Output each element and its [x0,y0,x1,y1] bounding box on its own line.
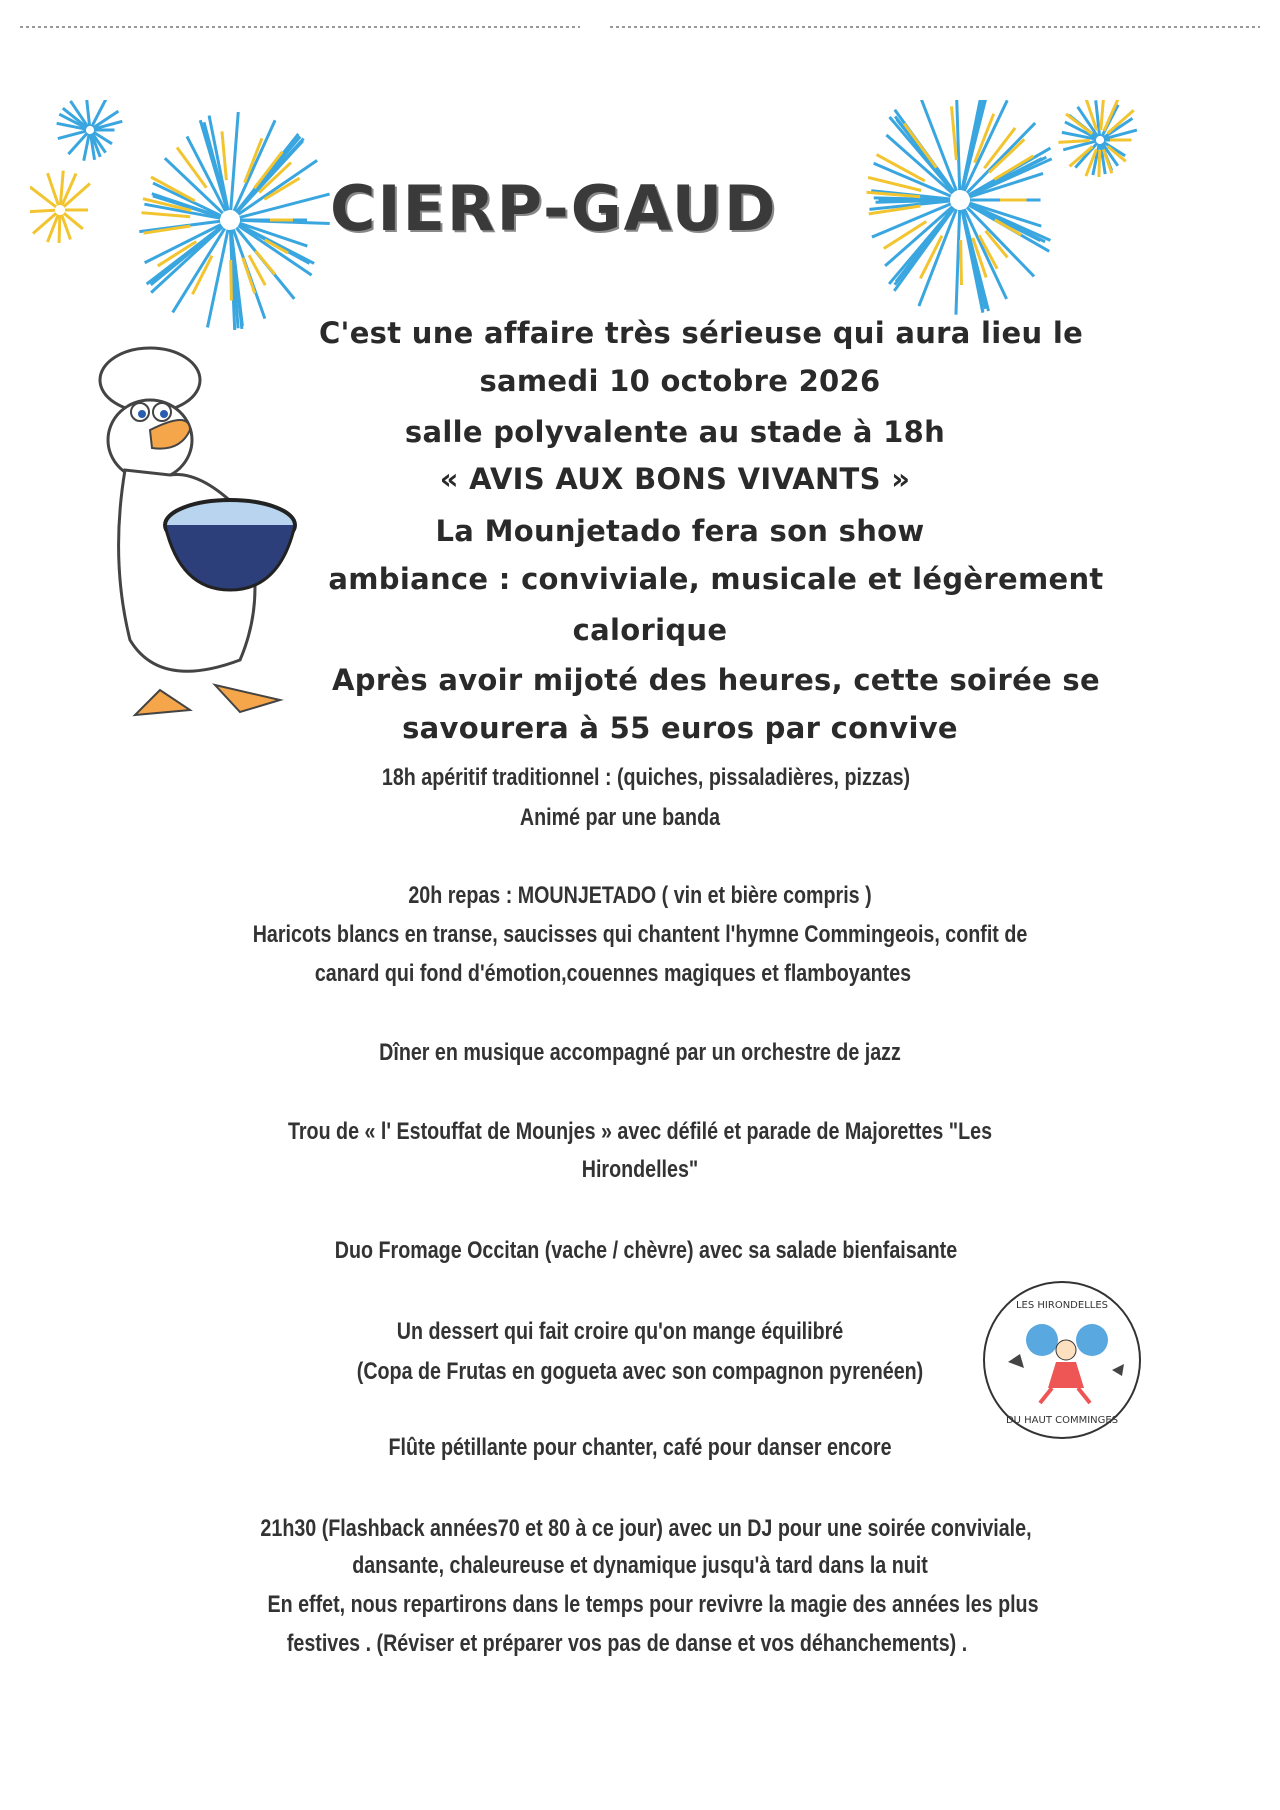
intro-line: ambiance : conviviale, musicale et légèrement [328,562,1104,596]
firework-ray [231,260,232,301]
scan-artifact [610,26,1260,28]
firework-ray [207,230,227,328]
program-line: (Copa de Frutas en gogueta avec son compagnon pyrenéen) [356,1358,924,1385]
program-line: festives . (Réviser et préparer vos pas de danse et vos déhanchements) . [286,1630,968,1657]
program-line: En effet, nous repartirons dans le temps pour revivre la magie des années les plus [267,1591,1039,1618]
firework-ray [1099,150,1100,177]
program-line: Un dessert qui fait croire qu'on mange équilibré [396,1318,844,1345]
program-line: canard qui fond d'émotion,couennes magiques et flamboyantes [314,960,912,987]
firework-ray [231,112,238,210]
intro-line: savourera à 55 euros par convive [402,711,958,745]
program-line: Hirondelles" [581,1156,699,1183]
firework-ray [173,228,225,312]
page-title: CIERP-GAUD [330,172,778,245]
firework-ray [245,138,262,182]
firework-ray [59,215,60,243]
firework-ray [956,210,960,315]
intro-line: salle polyvalente au stade à 18h [404,415,946,449]
program-line: dansante, chaleureuse et dynamique jusqu'à tard dans la nuit [352,1552,928,1579]
firework-ray [60,171,63,205]
firework-ray [1058,141,1090,143]
firework-ray [956,100,959,190]
intro-line: « AVIS AUX BONS VIVANTS » [439,462,911,496]
program-line: Dîner en musique accompagné par un orchestre de jazz [379,1039,901,1066]
program-line: Haricots blancs en transe, saucisses qui chantent l'hymne Commingeois, confit de [252,921,1028,948]
firework-ray [222,131,226,180]
firework-ray [1101,100,1104,130]
program-line: 20h repas : MOUNJETADO ( vin et bière compris ) [408,882,872,909]
firework-ray [86,100,89,126]
firework-ray [30,210,55,212]
program-line: Duo Fromage Occitan (vache / chèvre) avec sa salade bienfaisante [334,1237,958,1264]
firework-ray [904,123,936,167]
svg-text:DU HAUT COMMINGES: DU HAUT COMMINGES [1005,1415,1119,1426]
intro-line: La Mounjetado fera son show [435,514,925,548]
intro-line: Après avoir mijoté des heures, cette soirée se [332,663,1100,697]
firework-ray [961,240,962,285]
intro-line: C'est une affaire très sérieuse qui aura lieu le [318,316,1084,350]
les-hirondelles-logo [980,1278,1145,1443]
firework-ray [238,226,311,275]
svg-text:LES HIRONDELLES: LES HIRONDELLES [1015,1300,1109,1311]
scan-artifact [20,26,580,28]
program-line: Trou de « l' Estouffat de Mounjes » avec défilé et parade de Majorettes "Les [287,1118,993,1145]
firework-ray [141,213,190,217]
program-line: 18h apéritif traditionnel : (quiches, pissaladières, pizzas) [381,764,911,791]
firework-ray [952,106,957,160]
program-line: Flûte pétillante pour chanter, café pour danser encore [388,1434,892,1461]
program-line: Animé par une banda [519,804,721,831]
firework-ray [876,200,950,202]
intro-line: samedi 10 octobre 2026 [479,364,881,398]
intro-line: calorique [572,613,728,647]
fireworks-left-illustration [30,100,360,340]
program-line: 21h30 (Flashback années70 et 80 à ce jour) avec un DJ pour une soirée conviviale, [260,1515,1032,1542]
